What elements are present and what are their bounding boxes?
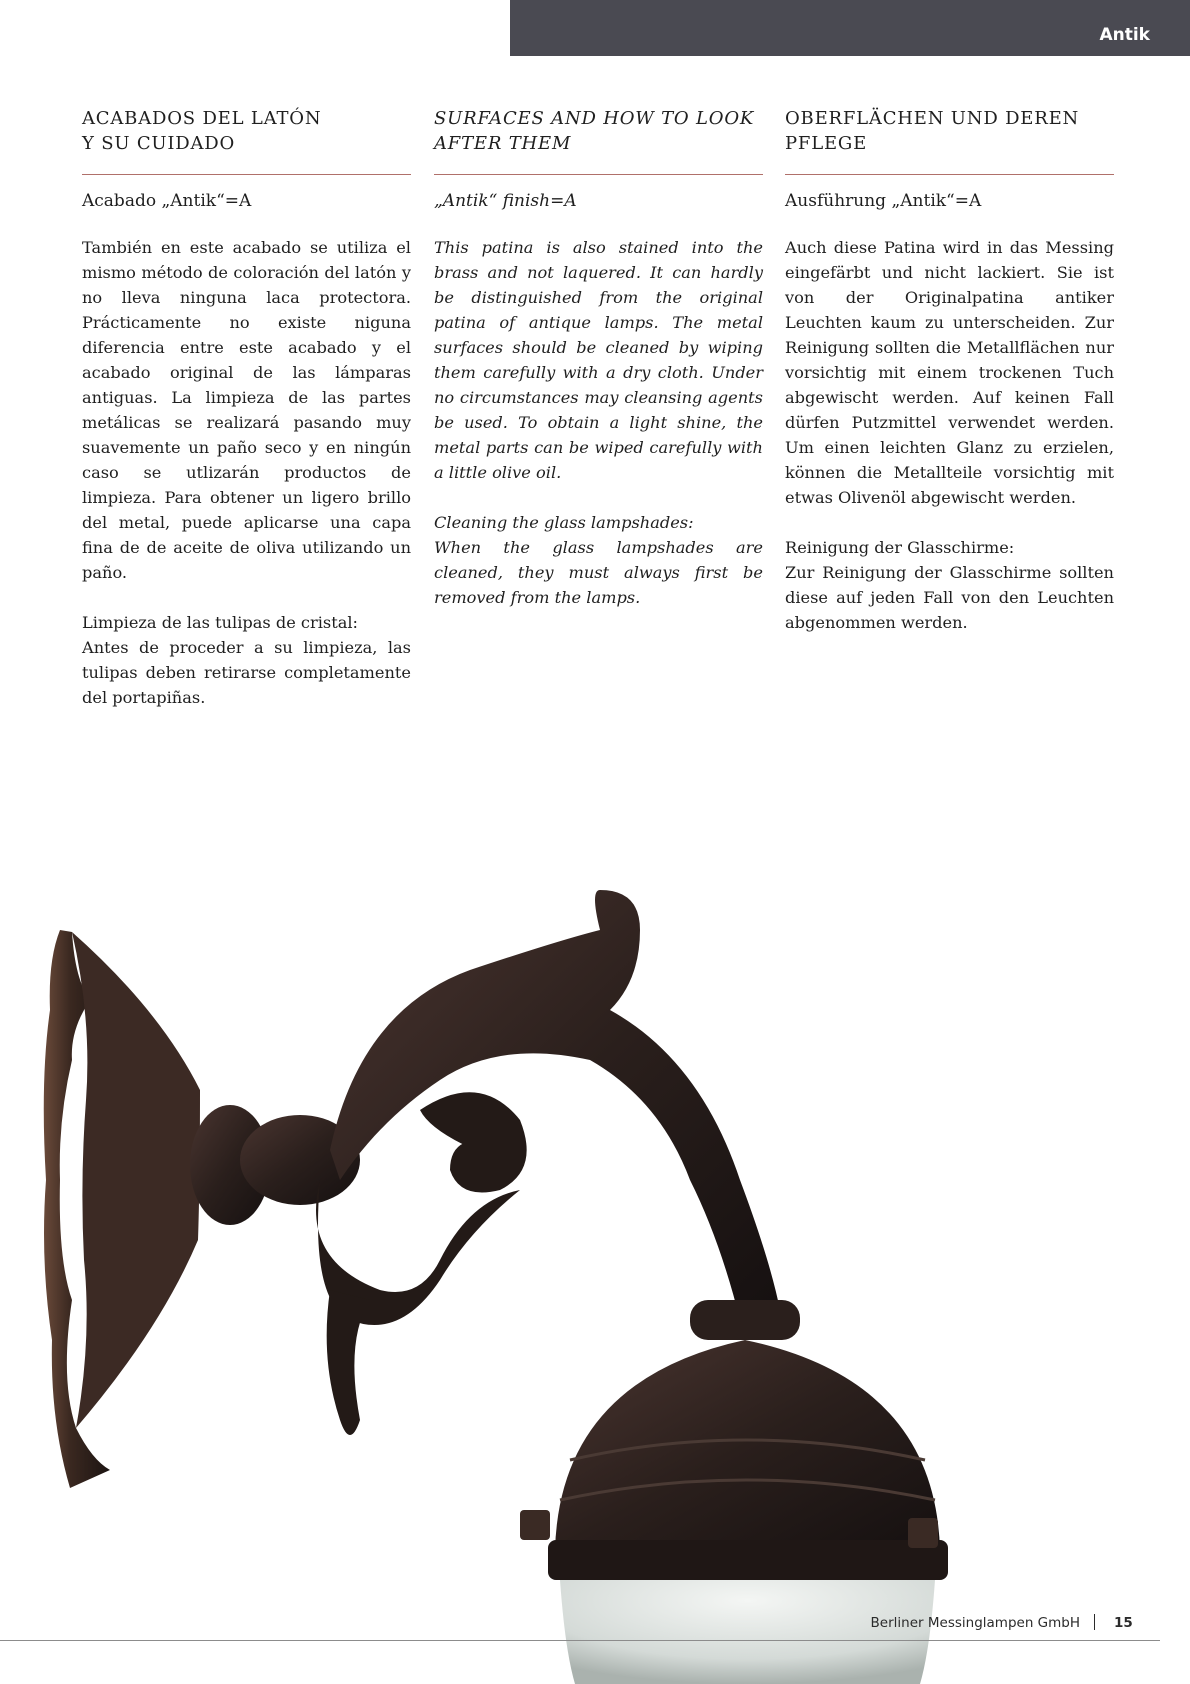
section-tab-label: Antik	[1099, 25, 1150, 45]
column-heading: SURFACES AND HOW TO LOOK AFTER THEM	[434, 108, 755, 154]
column-heading: ACABADOS DEL LATÓN Y SU CUIDADO	[82, 108, 322, 154]
sub-body-text: Antes de proceder a su limpieza, las tulipas deben retirarse completamente del portapiñas.	[82, 638, 411, 707]
finish-label: Ausführung „Antik“=A	[785, 191, 982, 211]
glass-shade	[560, 1580, 935, 1684]
finish-label: „Antik“ finish=A	[434, 191, 577, 211]
sub-body-text: When the glass lampshades are cleaned, they must always first be removed from the lamps.	[434, 538, 763, 607]
heading-rule	[434, 174, 763, 175]
column-english	[434, 106, 763, 610]
subheading: Limpieza de las tulipas de cristal:	[82, 613, 359, 632]
shade-holder-dome	[555, 1340, 940, 1550]
footer-separator	[1094, 1614, 1095, 1630]
footer-rule	[0, 1640, 1160, 1641]
section-tab	[510, 0, 1190, 56]
antique-wall-lamp-photo	[0, 860, 1190, 1684]
heading-rule	[82, 174, 411, 175]
body-text: Auch diese Patina wird in das Messing eingefärbt und nicht lackiert. Sie ist von der Originalpatina antiker Leuchten kaum zu unterscheiden. Zur Reinigung sollten die Metallflächen nur vorsichtig mit einem trockenen Tuch abgewischt werden. Auf keinen Fall dürfen Putzmittel verwendet werden. Um einen leichten Glanz zu erzielen, können die Metallteile vorsichtig mit etwas Olivenöl abgewischt werden.	[785, 238, 1114, 507]
scroll-arm	[330, 890, 780, 1320]
sub-body-text: Zur Reinigung der Glasschirme sollten diese auf jeden Fall von den Leuchten abgenommen werden.	[785, 563, 1114, 632]
column-spanish	[82, 106, 411, 710]
body-text: También en este acabado se utiliza el mismo método de coloración del latón y no lleva ninguna laca protectora. Prácticamente no existe niguna diferencia entre este acabado y el acabado original de las lámparas antiguas. La limpieza de las partes metálicas se realizará pasando muy suavemente un paño seco y en ningún caso se utlizarán productos de limpieza. Para obtener un ligero brillo del metal, puede aplicarse una capa fina de de aceite de oliva utilizando un paño.	[82, 238, 411, 582]
body-text: This patina is also stained into the brass and not laquered. It can hardly be distinguished from the original patina of antique lamps. The metal surfaces should be cleaned by wiping them carefully with a dry cloth. Under no circumstances may cleansing agents be used. To obtain a light shine, the metal parts can be wiped carefully with a little olive oil.	[434, 238, 763, 482]
finish-label: Acabado „Antik“=A	[82, 191, 252, 211]
footer-company: Berliner Messinglampen GmbH	[870, 1615, 1080, 1631]
column-heading: OBERFLÄCHEN UND DEREN PFLEGE	[785, 108, 1080, 154]
page-number: 15	[1114, 1615, 1133, 1631]
subheading: Reinigung der Glasschirme:	[785, 538, 1015, 557]
heading-rule	[785, 174, 1114, 175]
column-german	[785, 106, 1114, 635]
subheading: Cleaning the glass lampshades:	[434, 513, 694, 532]
